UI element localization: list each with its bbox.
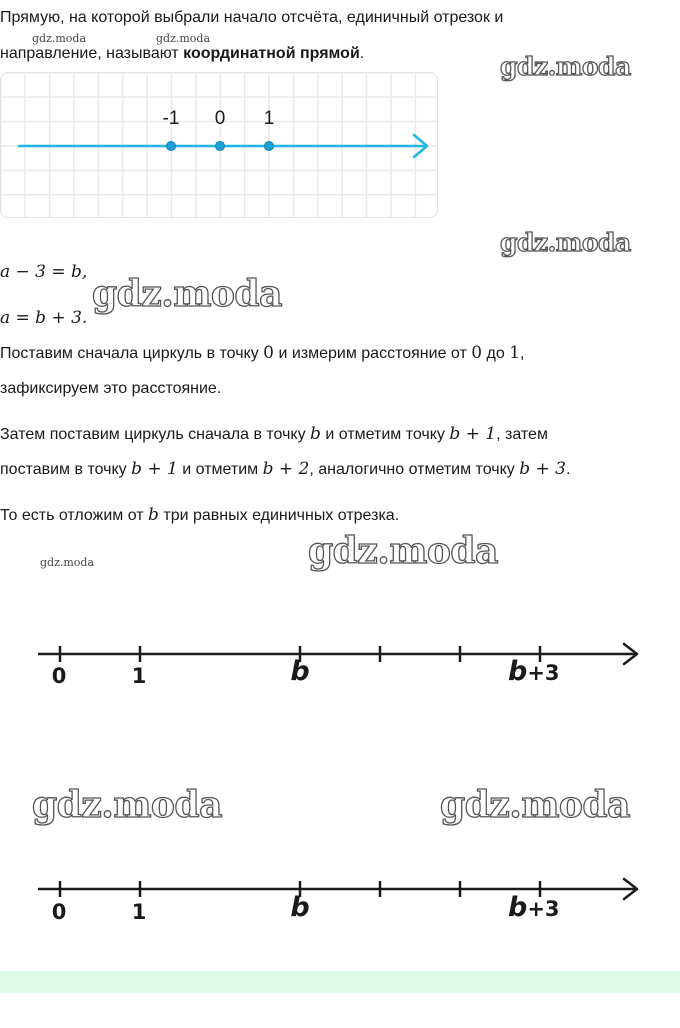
- label-b-plus-3: [508, 892, 560, 923]
- label-b: b: [290, 892, 310, 923]
- label-zero: 0: [51, 900, 67, 924]
- label-b: b: [290, 656, 310, 687]
- definition-term: координатной прямой: [183, 45, 360, 62]
- label-b-plus-3: [508, 656, 560, 687]
- label-b3-b: b: [508, 656, 528, 687]
- text: и отметим точку: [320, 426, 450, 443]
- label-zero: 0: [51, 664, 67, 688]
- watermark-large: gdz.moda: [440, 784, 630, 826]
- watermark-large: gdz.moda: [308, 530, 498, 572]
- math: b + 1: [449, 424, 497, 444]
- axis-label-one: 1: [263, 108, 275, 129]
- axis-label-zero: 0: [214, 108, 226, 129]
- watermark-small: gdz.moda: [32, 32, 87, 45]
- math: b + 3: [519, 459, 566, 479]
- label-b3-suffix: +3: [527, 661, 560, 685]
- watermark-small: gdz.moda: [156, 32, 211, 45]
- label-one: 1: [131, 664, 147, 688]
- text: поставим в точку: [0, 461, 132, 478]
- watermark-large: gdz.moda: [500, 228, 631, 257]
- text: до: [482, 345, 510, 362]
- text: и отметим: [177, 461, 263, 478]
- watermark-small: gdz.moda: [40, 556, 95, 569]
- paragraph-5: [0, 505, 399, 526]
- text: Поставим сначала циркуль в точку: [0, 345, 264, 362]
- math: 0: [263, 343, 274, 363]
- point-minus-one: [167, 142, 176, 151]
- math: 0: [471, 343, 483, 363]
- paragraph-3: [0, 424, 548, 445]
- footer-bar: [0, 971, 680, 993]
- paragraph-4: [0, 459, 570, 480]
- watermark-large: gdz.moda: [32, 784, 222, 826]
- math: b + 1: [131, 459, 178, 479]
- text: Затем поставим циркуль сначала в точку: [0, 426, 311, 443]
- text: и измерим расстояние от: [274, 345, 472, 362]
- watermark-large: gdz.moda: [500, 52, 631, 81]
- point-zero: [216, 142, 225, 151]
- number-line-2: [0, 871, 680, 911]
- definition-line-2: [0, 44, 364, 64]
- text: три равных единичных отрезка.: [158, 507, 400, 524]
- math: b + 2: [262, 459, 310, 479]
- definition-line-1: Прямую, на которой выбрали начало отсчёта, единичный отрезок и: [0, 9, 504, 26]
- paragraph-2: зафиксируем это расстояние.: [0, 380, 222, 397]
- equation-2: a = b + 3.: [0, 308, 88, 328]
- coordinate-line-svg: [0, 72, 440, 220]
- math: b: [148, 505, 159, 525]
- label-one: 1: [131, 900, 147, 924]
- label-b3-suffix: +3: [527, 897, 560, 921]
- axis-label-minus-one: -1: [162, 108, 180, 129]
- math: b: [310, 424, 321, 444]
- text: ,: [520, 345, 525, 362]
- definition-text: направление, называют: [0, 45, 184, 62]
- text: , аналогично отметим точку: [309, 461, 520, 478]
- equation-1: a − 3 = b,: [0, 262, 88, 282]
- text: То есть отложим от: [0, 507, 149, 524]
- paragraph-1: [0, 343, 524, 364]
- text: .: [565, 461, 571, 478]
- watermark-large: gdz.moda: [92, 273, 282, 315]
- math: 1: [509, 343, 521, 363]
- point-one: [265, 142, 274, 151]
- text: , затем: [496, 426, 548, 443]
- label-b3-b: b: [508, 892, 528, 923]
- number-line-1: [0, 636, 680, 676]
- definition-period: .: [359, 45, 365, 62]
